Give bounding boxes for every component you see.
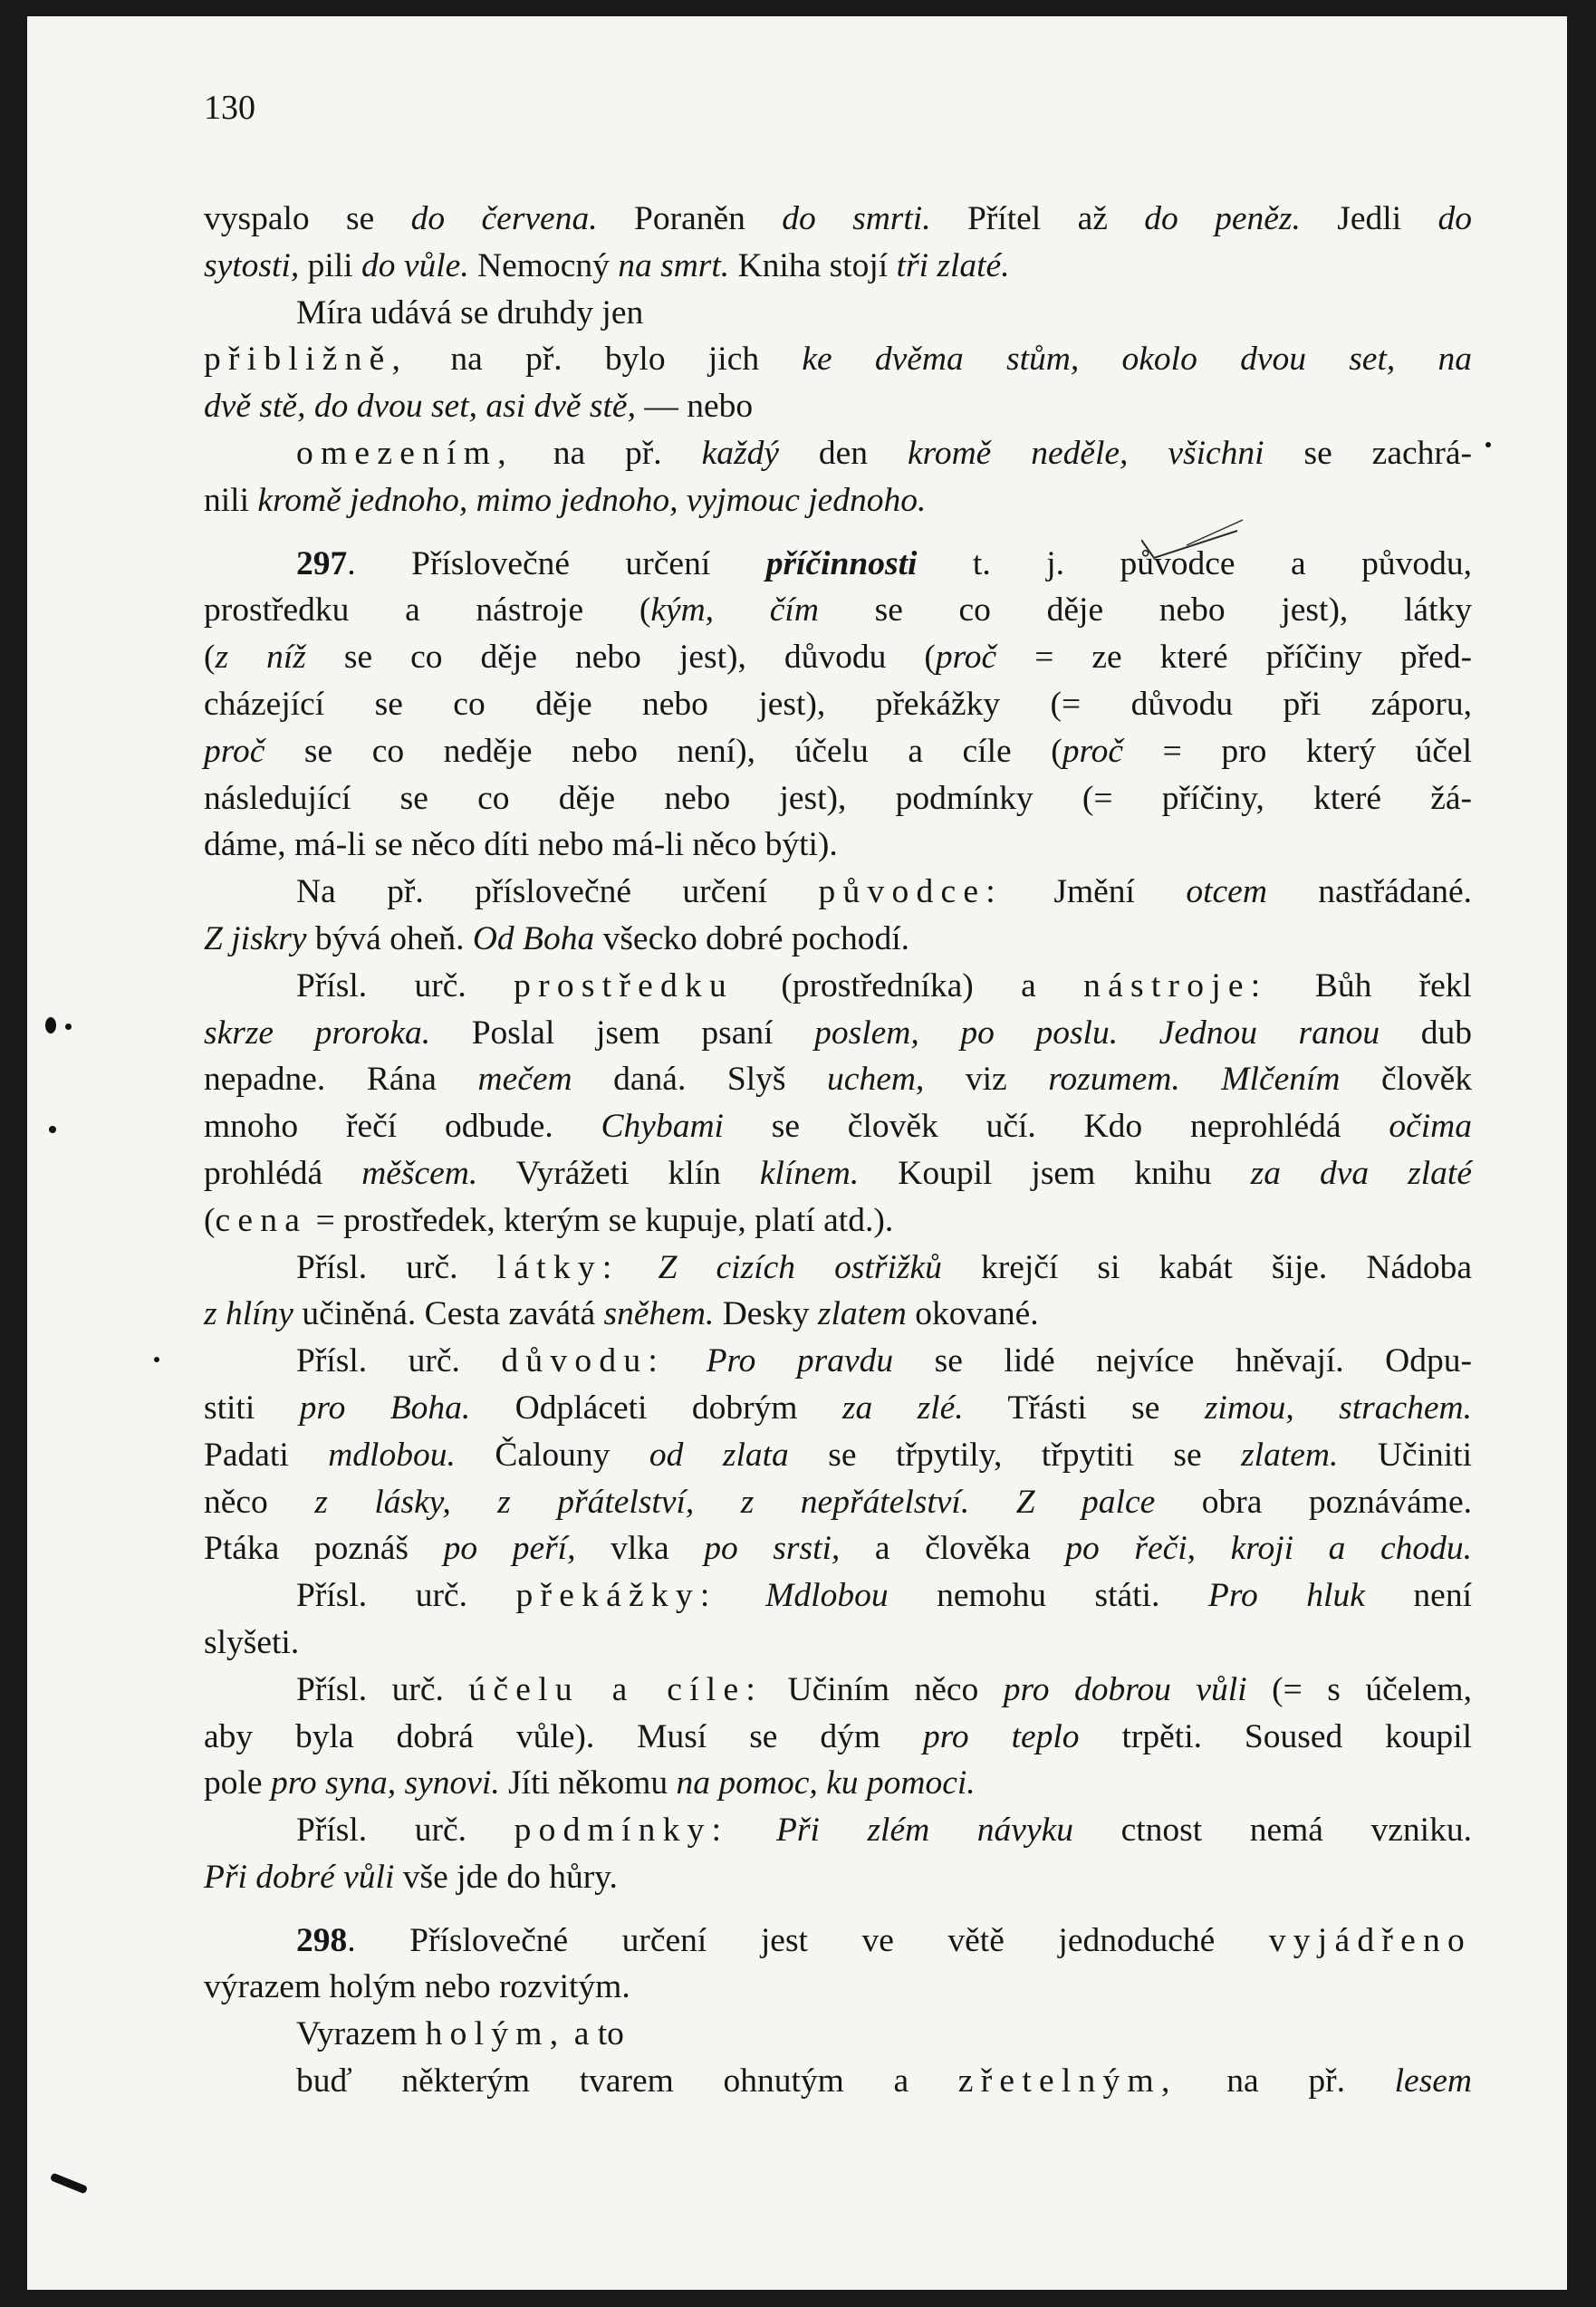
text-run: na př. xyxy=(513,434,702,472)
text-line xyxy=(204,728,1472,775)
text-run: Míra udává se druhdy jen xyxy=(296,293,644,332)
italic-example: na smrt. xyxy=(618,246,730,284)
text-run xyxy=(728,1812,776,1849)
text-run: Ptáka poznáš xyxy=(204,1530,444,1568)
pencil-correction-mark xyxy=(1141,487,1250,560)
text-run: aby byla dobrá vůle). Musí se dým xyxy=(204,1717,923,1755)
section-number: 298 xyxy=(296,1921,348,1959)
section-number: 297 xyxy=(296,544,348,582)
text-run: Přítel až xyxy=(930,200,1145,237)
text-run: = pro který účel xyxy=(1123,732,1472,770)
spaced-term: nástroje: xyxy=(1083,966,1268,1005)
text-line xyxy=(204,383,1472,430)
italic-example: proč xyxy=(204,732,265,770)
text-run: ( xyxy=(204,1201,216,1239)
spaced-term: důvodu: xyxy=(501,1342,666,1380)
spaced-term: podmínky: xyxy=(514,1812,729,1850)
text-run: okované. xyxy=(906,1295,1039,1333)
text-run: pole xyxy=(204,1764,271,1802)
italic-example: všichni xyxy=(1168,434,1264,472)
italic-example: do vůle. xyxy=(361,246,469,284)
italic-example: Pro pravdu xyxy=(706,1342,894,1380)
text-run: na př. bylo jich xyxy=(408,341,803,379)
text-run xyxy=(1128,435,1168,472)
text-run: není xyxy=(1364,1577,1472,1615)
italic-example: Mlčením xyxy=(1221,1061,1341,1099)
text-line xyxy=(204,963,1472,1010)
italic-example: do peněz. xyxy=(1144,200,1301,237)
text-line xyxy=(204,290,1472,337)
text-line xyxy=(204,430,1472,477)
text-line xyxy=(204,1197,1472,1245)
italic-example: pro teplo xyxy=(922,1717,1080,1755)
text-line xyxy=(204,1714,1472,1761)
text-line xyxy=(204,1667,1472,1714)
italic-example: kromě jednoho, mimo jednoho, vyjmouc jednoho. xyxy=(257,481,927,519)
spaced-term: prostředku xyxy=(514,966,734,1005)
spaced-term: holým, xyxy=(425,2015,566,2053)
text-run xyxy=(665,1342,707,1379)
text-run: = prostředek, kterým se kupuje, platí atd.). xyxy=(307,1201,894,1239)
text-run: (= s účelem, xyxy=(1246,1670,1472,1708)
text-line xyxy=(204,541,1472,588)
bold-term: příčinnosti xyxy=(765,544,918,582)
text-run xyxy=(1079,341,1121,378)
text-run: pili xyxy=(299,246,361,284)
text-run: učiněná. Cesta zavátá xyxy=(293,1295,604,1333)
italic-example: otcem xyxy=(1186,873,1267,911)
text-line xyxy=(204,1010,1472,1057)
text-run: Přísl. urč. xyxy=(296,1670,469,1708)
text-run: Vyrážeti klín xyxy=(477,1154,760,1192)
text-run: člověk xyxy=(1340,1061,1472,1099)
text-run: vlka xyxy=(575,1530,705,1568)
text-run: Přísl. urč. xyxy=(296,1812,514,1850)
text-line xyxy=(204,1150,1472,1197)
text-run: alo se xyxy=(267,200,411,237)
ink-speck xyxy=(154,1357,159,1362)
text-run: = ze které příčiny před- xyxy=(996,639,1472,677)
italic-example: Od Boha xyxy=(472,919,595,957)
text-run: Učiniti xyxy=(1338,1436,1473,1474)
text-run: prostředku a nástroje ( xyxy=(204,591,651,630)
text-run xyxy=(620,1249,659,1286)
text-run: Jíti někomu xyxy=(499,1764,677,1802)
italic-example: měšcem. xyxy=(361,1154,478,1192)
text-run: mnoho řečí odbude. xyxy=(204,1108,601,1146)
text-run: Přísl. urč. xyxy=(296,966,514,1005)
italic-example: zimou, strachem. xyxy=(1204,1389,1473,1427)
text-run xyxy=(969,1484,1015,1521)
text-line xyxy=(204,196,1472,243)
text-run: ctnost nemá vzniku. xyxy=(1072,1812,1472,1850)
text-line xyxy=(204,1103,1472,1150)
spaced-term: původce: xyxy=(818,873,1003,911)
text-run: — nebo xyxy=(635,388,754,426)
text-run: (prostředníka) a xyxy=(733,966,1084,1005)
text-line xyxy=(204,681,1472,728)
text-run: slyšeti. xyxy=(204,1623,300,1661)
page-number: 130 xyxy=(204,89,255,127)
text-line xyxy=(204,869,1472,916)
italic-example: klínem. xyxy=(759,1154,860,1192)
text-line xyxy=(204,1432,1472,1479)
text-run: se lidé nejvíce hněvají. Odpu- xyxy=(893,1342,1472,1380)
spaced-term: přibližně, xyxy=(204,341,409,379)
italic-example: očima xyxy=(1389,1108,1472,1146)
text-run: Kniha stojí xyxy=(729,246,897,284)
text-line xyxy=(204,1918,1472,1965)
italic-example: pro Boha. xyxy=(299,1389,471,1427)
text-run: Učiním něco xyxy=(763,1670,1004,1708)
text-run: něco xyxy=(204,1483,315,1521)
italic-example: po řeči, kroji a chodu. xyxy=(1065,1530,1472,1568)
italic-example: sněhem. xyxy=(603,1295,715,1333)
text-run: a to xyxy=(565,2015,624,2053)
text-run: daná. Slyš xyxy=(572,1061,828,1099)
text-line xyxy=(204,336,1472,383)
ink-speck xyxy=(45,1017,56,1033)
italic-example: uchem, xyxy=(827,1061,925,1099)
text-run: se co děje nebo jest), důvodu ( xyxy=(305,639,936,677)
italic-example: mdlobou. xyxy=(328,1436,456,1474)
text-run: bývá oheň. xyxy=(306,919,473,957)
italic-example: pro dobrou vůli xyxy=(1003,1670,1247,1708)
ink-speck xyxy=(1485,442,1491,447)
text-line xyxy=(204,1964,1472,2011)
text-run: Poslal jsem psaní xyxy=(430,1014,815,1052)
italic-example: za zlé. xyxy=(841,1389,964,1427)
body-text xyxy=(204,196,1472,2105)
text-run: vysp xyxy=(204,200,268,237)
italic-example: na xyxy=(1437,341,1473,379)
italic-example: z hlíny xyxy=(204,1295,293,1333)
italic-example: kromě neděle, xyxy=(907,434,1129,472)
ink-speck xyxy=(49,1126,56,1133)
ink-speck xyxy=(50,2172,88,2194)
spaced-term: omezením, xyxy=(296,434,514,472)
text-line xyxy=(204,2011,1472,2058)
text-line xyxy=(204,822,1472,869)
italic-example: skrze proroka. xyxy=(204,1014,431,1052)
italic-example: Při dobré vůli xyxy=(204,1858,395,1896)
italic-example: pro syna, synovi. xyxy=(270,1764,500,1802)
text-run: . Příslovečné určení xyxy=(347,544,766,582)
text-run: se co neděje nebo není), účelu a cíle ( xyxy=(264,732,1062,770)
text-run: Přísl. urč. xyxy=(296,1577,516,1615)
text-run: nemohu státi. xyxy=(888,1577,1208,1615)
text-line xyxy=(204,1291,1472,1338)
text-run: Nemocný xyxy=(468,246,619,284)
italic-example: Z jiskry xyxy=(204,919,307,957)
text-run: se zachrá- xyxy=(1264,434,1472,472)
text-run: Bůh řekl xyxy=(1267,966,1472,1005)
italic-example: sytosti, xyxy=(204,246,300,284)
text-run: Jmění xyxy=(1002,873,1187,911)
text-line xyxy=(204,1479,1472,1526)
text-run: ( xyxy=(204,639,216,677)
italic-example: Mdlobou xyxy=(765,1577,889,1615)
text-line xyxy=(204,916,1472,963)
italic-example: na pomoc, ku pomoci. xyxy=(676,1764,976,1802)
text-line xyxy=(204,1245,1472,1292)
spaced-term: překážky: xyxy=(515,1577,717,1615)
text-run: Poraněn xyxy=(597,200,783,237)
text-run: Padati xyxy=(204,1436,329,1474)
text-run: následující se co děje nebo jest), podmínky (= příčiny, které žá- xyxy=(204,779,1472,817)
text-run: výrazem holým nebo rozvitým. xyxy=(204,1968,630,2006)
text-run: Desky xyxy=(714,1295,818,1333)
text-run: se člověk učí. Kdo neprohlédá xyxy=(723,1108,1389,1146)
italic-example: okolo dvou set, xyxy=(1121,341,1396,379)
text-line xyxy=(204,1385,1472,1432)
text-run: Na př. příslovečné určení xyxy=(296,873,819,911)
book-page xyxy=(27,16,1567,2290)
text-run: Odpláceti dobrým xyxy=(470,1389,842,1427)
italic-example: za dva zlaté xyxy=(1250,1154,1472,1192)
text-run: Jedli xyxy=(1300,200,1438,237)
italic-example: zlatem. xyxy=(1241,1436,1339,1474)
text-run: všecko dobré pochodí. xyxy=(594,919,910,957)
text-run: se třpytily, třpytiti se xyxy=(788,1436,1242,1474)
text-line xyxy=(204,1572,1472,1620)
text-run: Čalouny xyxy=(455,1436,649,1474)
text-run: Vyrazem xyxy=(296,2015,426,2053)
text-line xyxy=(204,1525,1472,1572)
text-line xyxy=(204,1338,1472,1385)
text-run: buď některým tvarem ohnutým a xyxy=(296,2062,958,2100)
italic-example: Z palce xyxy=(1015,1483,1156,1521)
text-run: nili xyxy=(204,481,258,519)
spaced-term: vyjádřeno xyxy=(1268,1921,1472,1959)
text-run: trpěti. Soused koupil xyxy=(1079,1717,1473,1755)
text-run: se co děje nebo jest), látky xyxy=(818,591,1472,630)
italic-example: každý xyxy=(701,434,779,472)
text-run: vše jde do hůry. xyxy=(394,1858,618,1896)
text-line xyxy=(204,1760,1472,1807)
italic-example: poslem, po poslu. xyxy=(814,1014,1119,1052)
spaced-term: účelu a cíle: xyxy=(468,1670,764,1708)
text-run: den xyxy=(778,434,908,472)
text-run xyxy=(1180,1061,1222,1098)
text-run: krejčí si kabát šije. Nádoba xyxy=(941,1248,1472,1286)
text-run: cházející se co děje nebo jest), překážky (= důvodu při záporu, xyxy=(204,685,1472,723)
text-run: Koupil jsem knihu xyxy=(859,1154,1251,1192)
text-run: . Příslovečné určení jest ve větě jednoduché xyxy=(347,1921,1269,1959)
italic-example: tři zlaté. xyxy=(896,246,1010,284)
italic-example: do xyxy=(1437,200,1472,237)
italic-example: po srsti, xyxy=(704,1530,841,1568)
text-run: a člověka xyxy=(840,1530,1066,1568)
text-run xyxy=(1395,341,1437,378)
italic-example: do smrti. xyxy=(782,200,931,237)
text-run: Třásti se xyxy=(963,1389,1205,1427)
text-line xyxy=(204,1620,1472,1667)
italic-example: kým, čím xyxy=(650,591,819,630)
italic-example: mečem xyxy=(477,1061,572,1099)
italic-example: rozumem. xyxy=(1048,1061,1180,1099)
text-line xyxy=(204,1056,1472,1103)
text-line xyxy=(204,634,1472,681)
italic-example: dvě stě, do dvou set, asi dvě stě, xyxy=(204,388,636,426)
text-line xyxy=(204,587,1472,634)
italic-example: Pro hluk xyxy=(1207,1577,1365,1615)
italic-example: zlatem xyxy=(817,1295,907,1333)
text-line xyxy=(204,1807,1472,1854)
italic-example: ke dvěma stům, xyxy=(802,341,1080,379)
italic-example: Chybami xyxy=(601,1108,724,1146)
spaced-term: zřetelným, xyxy=(957,2062,1178,2100)
text-line xyxy=(204,243,1472,290)
italic-example: po peří, xyxy=(443,1530,576,1568)
spaced-term: látky: xyxy=(496,1248,620,1286)
text-run: prohlédá xyxy=(204,1154,362,1192)
italic-example: z níž xyxy=(215,639,306,677)
text-run: obra poznáváme. xyxy=(1155,1483,1472,1521)
text-line xyxy=(204,1854,1472,1901)
ink-speck xyxy=(65,1024,72,1030)
italic-example: proč xyxy=(1062,732,1124,770)
text-run: t. j. původce a původu, xyxy=(917,544,1472,582)
text-run: nepadne. Rána xyxy=(204,1061,478,1099)
italic-example: z lásky, z přátelství, z nepřátelství. xyxy=(314,1483,970,1521)
italic-example: lesem xyxy=(1394,2062,1473,2100)
text-run: Přísl. urč. xyxy=(296,1248,497,1286)
text-run xyxy=(717,1577,766,1614)
italic-example: Jednou ranou xyxy=(1159,1014,1380,1052)
text-run: Přísl. urč. xyxy=(296,1342,502,1380)
text-run: stiti xyxy=(204,1389,300,1427)
text-line xyxy=(204,2058,1472,2105)
text-run: viz xyxy=(924,1061,1049,1099)
text-run: dáme, má-li se něco díti nebo má-li něco býti). xyxy=(204,826,838,864)
text-run: na př. xyxy=(1177,2062,1395,2100)
spaced-term: cena xyxy=(215,1201,308,1239)
italic-example: Z cizích ostřižků xyxy=(658,1248,942,1286)
text-run: nastřádané. xyxy=(1266,873,1473,911)
text-line xyxy=(204,775,1472,822)
italic-example: do červena. xyxy=(410,200,598,237)
text-line xyxy=(204,477,1472,524)
italic-example: od zlata xyxy=(649,1436,789,1474)
italic-example: proč xyxy=(935,639,997,677)
text-run: dub xyxy=(1380,1014,1472,1052)
italic-example: Při zlém návyku xyxy=(775,1812,1073,1850)
text-run xyxy=(1118,1014,1159,1052)
